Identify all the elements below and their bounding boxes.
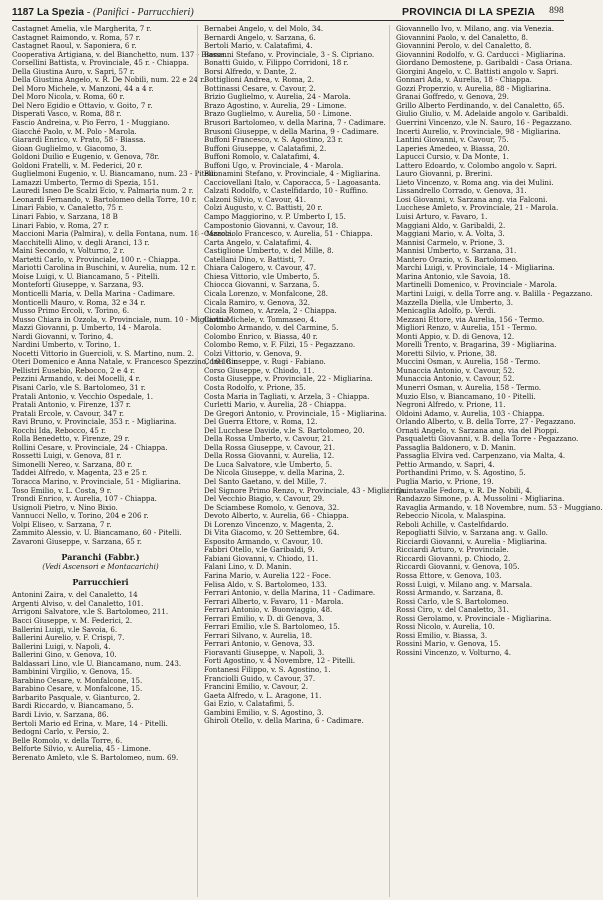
directory-entry: Giulio Giulio, v. M. Adelaide angolo v. Garibaldi. [396,109,569,119]
directory-entry: Grillo Alberto Ferdinando, v. del Canaletto, 65. [396,100,565,110]
directory-entry: Corso Giuseppe, v. Chiodo, 11. [204,365,315,375]
directory-entry: Della Giustina Angelo, v. R. De Nobili, num. 22 e 24 r. [12,75,205,85]
directory-entry: Pratali Antonio, v. Firenze, 137 r. [12,400,131,410]
directory-entry: Ferrari Emilio, v.le S. Bartolomeo, 15. [204,622,340,632]
directory-entry: Del Guerra Ettore, v. Roma, 12. [204,417,318,427]
directory-entry: Giordano Demostene, p. Garibaldi - Casa Oriana. [396,58,573,68]
directory-entry: Riccardi Giovanni, p. Chiodo, 2. [396,553,511,563]
directory-entry: Costa Maria in Tagliati, v. Arzela, 3 - Chiappa. [204,391,370,401]
directory-entry: Castagnet Amelia, v.le Margherita, 7 r. [12,24,152,33]
directory-entry: Giovannini Rodolfo, v. G. Carducci - Migliarina. [396,49,566,59]
directory-entry: Argenti Alviso, v. del Canaletto, 101. [12,598,144,608]
directory-entry: Migliori Renzo, v. Aurelia, 151 - Termo. [396,323,537,333]
directory-entry: Colzi Augusto, v. C. Battisti, 20 r. [204,203,323,213]
directory-entry: Taddei Alfredo, v. Magenta, 23 e 25 r. [12,468,148,478]
directory-entry: Belle Romolo, v. della Torre, 6. [12,735,123,745]
directory-entry: Bernardi Angelo, v. Sarzana, 6. [204,32,316,42]
directory-entry: Buonamini Stefano, v. Provinciale, 4 - Migliarina. [204,169,381,179]
directory-entry: Linari Fabio, v. Sarzana, 18 B [12,212,118,222]
directory-entry: Bernabei Angelo, v. del Molo, 34. [204,24,324,33]
page-header [12,6,564,21]
directory-entry: Mantero Orazio, v. S. Bartolomeo. [396,254,518,264]
directory-entry: Ravaglia Armando, v. 18 Novembre, num. 53 - Muggiano. [396,502,603,512]
directory-entry: Linari Fabio, v. Canaletto, 75 r. [12,203,124,213]
directory-entry: Del Lucchese Davide, v.le S. Bartolomeo, 20. [204,425,365,435]
directory-entry: De Sciambese Romolo, v. Genova, 32. [204,502,340,512]
directory-entry: Pisani Carlo, v.le S. Bartolomeo, 31 r. [12,382,146,392]
directory-entry: Mazzella Diella, v.le Umberto, 3. [396,297,513,307]
directory-entry: Della Rossa Giovanni, v. Aurelia, 12. [204,451,335,461]
directory-entry: Bacci Giuseppe, v. M. Federici, 2. [12,616,133,625]
header-right [402,6,564,18]
directory-entry: Giovannini Perolo, v. del Canaletto, 8. [396,41,532,51]
city-name: La Spezia [37,7,85,18]
directory-entry: Maggiani Mario, v. A. Volta, 3. [396,229,505,239]
directory-entry: Monti Appio, v. D. di Genova, 12. [396,331,515,341]
directory-entry: Martetti Carlo, v. Provinciale, 100 r. - Chiappa. [12,254,181,264]
directory-entry: Giarardi Enrico, v. Prato, 58 - Biassa. [12,135,146,145]
directory-entry: Falani Lino, v. D. Manin. [204,562,292,572]
directory-entry: Rossi Armando, v. Sarzana, 8. [396,588,503,598]
directory-entry: Rossa Ettore, v. Genova, 103. [396,571,502,580]
directory-entry: Devoto Alberto, v. Aurelia, 66 - Chiappa. [204,511,349,521]
directory-entry: Ghiroli Otello, v. della Marina, 6 - Cadimare. [204,716,364,726]
directory-entry: Rossi Luigi, v. Milano ang. v. Marsala. [396,579,533,589]
directory-entry: Volpi Eliseo, v. Sarzana, 7 r. [12,519,112,529]
directory-entry: Lantini Giovanni, v. Cavour, 75. [396,135,509,145]
directory-entry: Lauredi Isneo De Scalzi Ecio, v. Palmaria num. 2 r. [12,186,194,196]
directory-entry: De Nicola Giuseppe, v. della Marina, 2. [204,468,345,478]
directory-entry: Carta Angelo, v. Calatafimi, 4. [204,237,312,247]
directory-entry: Ballerini Luigi, v. Napoli, 4. [12,641,111,651]
directory-entry: Colombo Remo, v. F. Filzi, 15 - Pegazzano. [204,340,356,350]
directory-entry: Giovannello Ivo, v. Milano, ang. via Venezia. [396,24,555,33]
columns [12,24,603,897]
directory-entry: Brazo Guglielmo, v. Aurelia, 50 - Limone. [204,109,352,119]
directory-entry: Castagnet Raimondo, v. Roma, 57 r. [12,32,141,42]
directory-entry: Guglielmoni Eugenio, v. U. Biancamano, num. 23 - Pitelli. [12,169,218,179]
directory-entry: Calzati Rodolfo, v. Castelfidardo, 10 - Ruffino. [204,186,368,196]
directory-entry: Del Santo Gaetano, v. del Mille, 7. [204,476,327,486]
directory-entry: Brusori Bartolomeo, v. della Marina, 7 - Cadimare. [204,118,386,128]
directory-entry: Gonnari Ada, v. Aurelia, 18 - Chiappa. [396,75,532,85]
directory-entry: Gambini Emilio, v. S. Agostino, 3. [204,707,324,717]
directory-entry: Nardi Giovanni, v. Torino, 4. [12,331,114,341]
directory-entry: Muccini Osman, v. Aurelia, 158 - Termo. [396,357,541,367]
directory-entry: Trondi Enrico, v. Aurelia, 107 - Chiappa. [12,494,157,504]
directory-entry: De Gregori Antonio, v. Provinciale, 15 - Migliarina. [204,408,387,418]
directory-entry: Rollini Cesare, v. Provinciale, 24 - Chiappa. [12,442,168,452]
directory-entry: Bedogni Carlo, v. Persio, 2. [12,727,110,737]
directory-entry: Colombo Enrico, v. Biassa, 40 r. [204,331,318,341]
directory-entry: Lattero Edoardo, v. Colombo angolo v. Sapri. [396,160,558,170]
directory-entry: Costa Giuseppe, v. Provinciale, 22 - Migliarina. [204,374,373,384]
directory-entry: Giovannini Paolo, v. del Canaletto, 8. [396,32,529,42]
directory-entry: Cooperativa Artigiana, v. del Bianchetto, num. 137 - Biassa. [12,49,227,59]
directory-entry: Pratali Antonio, v. Vecchio Ospedale, 1. [12,391,154,401]
directory-entry: Fontanesi Filippo, v. S. Agostino, 1. [204,665,331,675]
directory-entry: Cicala Lorenzo, v. Monfalcone, 28. [204,288,329,298]
directory-entry: Monticelli Mauro, v. Roma, 32 e 34 r. [12,297,146,307]
directory-entry: Moise Luigi, v. U. Biancamano, 5 - Pitelli. [12,271,160,281]
directory-entry: Borsi Alfredo, v. Dante, 2. [204,66,297,76]
directory-entry: Del Vecchio Biagio, v. Cavour, 29. [204,494,325,504]
directory-entry: Gozzi Properzio, v. Aurelia, 88 - Migliarina. [396,83,552,93]
section-subtitle: (Vedi Ascensori e Montacarichi) [42,562,159,572]
directory-entry: Corsellini Battista, v. Provinciale, 45 r. - Chiappa. [12,58,189,68]
directory-entry: Lauro Giovanni, p. Brerini. [396,169,493,179]
column-1 [12,24,239,897]
directory-entry: Laperies Amedeo, v. Biassa, 20. [396,143,510,153]
directory-entry: Ornati Angelo, v. Sarzana ang. via del Pioppi. [396,425,559,435]
directory-entry: Chiesa Vittorio, v.le Umberto, 5. [204,271,320,281]
directory-entry: Goldoni Duilio e Eugenio, v. Genova, 78r. [12,152,160,162]
directory-entry: Gai Ezio, v. Calatafimi, 5. [204,699,295,709]
directory-entry: Brusoni Giuseppe, v. della Marina, 9 - Cadimare. [204,126,379,136]
directory-entry: Ferrari Antonio, v. Genova, 33. [204,639,315,649]
directory-entry: Goldoni Fratelli, v. M. Federici, 20 r. [12,160,143,170]
directory-entry: Chiocca Giovanni, v. Sarzana, 5. [204,280,320,290]
province-title: PROVINCIA DI LA SPEZIA [402,6,536,18]
directory-entry: Felisa Aldo, v. S. Bartolomeo, 133. [204,579,327,589]
directory-entry: Riccardi Giovanni, v. Genova, 105. [396,562,520,572]
directory-entry: Di Vita Giacomo, v. 20 Settembre, 64. [204,528,340,538]
directory-entry: Castagnet Raoul, v. Saponiera, 6 r. [12,41,137,51]
directory-entry: Mannisi Umberto, v. Sarzana, 31. [396,246,517,256]
directory-entry: Catellani Dino, v. Battisti, 7. [204,254,305,264]
directory-entry: Mazzi Giovanni, p. Umberto, 14 - Marola. [12,323,162,333]
directory-entry: Rossi Carlo, v.le S. Bartolomeo. [396,596,509,606]
directory-entry: Ballerini Aurelio, v. F. Crispi, 7. [12,633,125,643]
directory-entry: Belforte Silvio, v. Aurelia, 45 - Limone. [12,744,151,754]
directory-entry: Ballerini Gino, v. Genova, 10. [12,650,117,660]
directory-entry: Buffoni Francesco, v. S. Agostino, 23 r. [204,135,343,145]
directory-entry: Rossini Mario, v. Genova, 15. [396,639,501,649]
directory-entry: Mannisi Carmelo, v. Prione, 3. [396,237,505,247]
entries-list [396,24,603,657]
directory-entry: Nocetti Vittorio in Guercioli, v. S. Martino, num. 2. [12,348,195,358]
directory-entry: Del Moro Michele, v. Manzoni, 44 a 4 r. [12,83,154,93]
page-number-right: 898 [549,6,564,16]
directory-entry: Colzi Vittorio, v. Genova, 9. [204,348,302,358]
directory-entry: Munerri Osman, v. Aurelia, 158 - Termo. [396,382,541,392]
directory-entry: Moretti Silvio, v. Prione, 38. [396,348,497,358]
directory-entry: Bertoli Mario, v. Calatafimi, 4. [204,41,313,51]
directory-entry: Mezzani Ettore, via Aurelia, 156 - Termo. [396,314,545,324]
directory-entry: Rossi Nicolo, v. Aurelia, 10. [396,622,495,632]
directory-entry: Rocchi Ida, Rebocco, 45 r. [12,425,106,435]
header-left [12,7,194,18]
directory-entry: Ferrari Antonio, v. Buonviaggio, 48. [204,605,333,615]
directory-entry: Ferrari Emilio, v. D. di Genova, 3. [204,613,325,623]
directory-entry: Pellistri Eusebio, Rebocco, 2 e 4 r. [12,365,135,375]
directory-entry: Barabino Cesare, v. Monfalcone, 15. [12,675,143,685]
directory-entry: Farina Mario, v. Aurelia 122 - Foce. [204,571,331,580]
directory-entry: Linari Fabio, v. Roma, 27 r. [12,220,109,230]
directory-entry: Forti Agostino, v. 4 Novembre, 12 - Pitelli. [204,656,356,666]
directory-entry: Reboli Achille, v. Castelfidardo. [396,519,509,529]
directory-entry: Ferrari Antonio, v. della Marina, 11 - Cadimare. [204,588,376,598]
directory-entry: Muzio Elso, v. Biancamano, 10 - Pitelli. [396,391,536,401]
directory-entry: Del Signore Primo Renzo, v. Provinciale, 43 - Migliarina. [204,485,407,495]
section-title: Paranchi (Fabbr.) [61,552,140,563]
directory-entry: Caracciolo Francesco, v. Aurelia, 51 - Chiappa. [204,229,373,239]
directory-entry: Randazzo Simone, p. A. Mussolini - Migliarina. [396,494,565,504]
directory-entry: Cacciovellani Italo, v. Caporacca, 5 - Lagoasanta. [204,177,381,187]
directory-entry: Lamazzi Umberto, Termo di Spezia, 151. [12,177,159,187]
directory-entry: Giorgini Angelo, v. C. Battisti angolo v. Sapri. [396,66,559,76]
directory-entry: Disperati Vasco, v. Roma, 88 r. [12,109,122,119]
directory-entry: Menicaglia Adolfo, p. Verdi. [396,306,496,316]
directory-entry: Maccioni Maria (Palmira), v. della Fontana, num. 18 - Marola. [12,229,234,239]
directory-entry: Baldassari Lino, v.le U. Biancamano, num. 243. [12,658,182,668]
entries-list [12,591,189,762]
directory-entry: Losi Giovanni, v. Sarzana ang. via Falconi. [396,194,548,204]
directory-entry: Della Rossa Giuseppe, v. Cavour, 21. [204,442,335,452]
directory-entry: Ricciardi Arturo, v. Provinciale. [396,545,509,555]
directory-entry: Colombo Armando, v. del Carmine, 5. [204,323,339,333]
directory-entry: Antonini Zaira, v. del Canaletto, 14 [12,590,138,600]
directory-entry: Repogliatti Silvio, v. Sarzana ang. v. Gallo. [396,528,548,538]
directory-entry: Munaccia Antonio, v. Cavour, 52. [396,374,515,384]
directory-entry: Del Moro Nicola, v. Roma, 60 r. [12,92,125,102]
column-3 [389,24,603,897]
directory-entry: Mariotti Carolina in Buschini, v. Aurelia, num. 12 r. [12,263,196,273]
directory-entry: Zammito Alessio, v. U. Biancamano, 60 - Pitelli. [12,528,182,538]
directory-entry: Marchi Luigi, v. Provinciale, 14 - Migliarina. [396,263,555,273]
directory-entry: Francini Emilio, v. Cavour, 2. [204,682,309,692]
column-2 [197,24,407,897]
directory-entry: Lapucci Cursio, v. Da Monte, 1. [396,152,509,162]
directory-entry: Di Lorenzo Vincenzo, v. Magenta, 2. [204,519,334,529]
directory-entry: Monteforti Giuseppe, v. Sarzana, 93. [12,280,144,290]
directory-entry: Del Nero Egidio e Ottavio, v. Goito, 7 r. [12,100,153,110]
directory-entry: Cicala Ramiro, v. Genova, 32. [204,297,310,307]
directory-entry: Ciotti Michele, v. Tommaseo, 4. [204,314,317,324]
directory-entry: Rolla Benedetto, v. Firenze, 29 r. [12,434,130,444]
directory-entry: Pasqualetti Giovanni, v. B. della Torre - Pegazzano. [396,434,579,444]
directory-entry: Incerti Aurelio, v. Provinciale, 98 - Migliarina. [396,126,561,136]
directory-entry: Giacché Paolo, v. M. Polo - Marola. [12,126,137,136]
directory-entry: Passaglia Elvira ved. Carpenzano, via Malta, 4. [396,451,566,461]
directory-entry: Rossi Ciro, v. del Canaletto, 31. [396,605,509,615]
directory-entry: Simonelli Nereo, v. Sarzana, 80 r. [12,459,133,469]
directory-entry: Rossini Vincenzo, v. Volturno, 4. [396,647,511,657]
directory-entry: Brizio Guglielmo, v. Aurelia, 24 - Marola. [204,92,351,102]
directory-entry: Barabino Cesare, v. Monfalcone, 15. [12,684,143,694]
directory-entry: Castiglione Umberto, v. del Mille, 8. [204,246,334,256]
directory-entry: Bertoli Mario ed Erina, v. Mare, 14 - Pitelli. [12,718,168,728]
directory-entry: Vannucci Nello, v. Torino, 204 e 206 r. [12,511,149,521]
directory-entry: Puglia Mario, v. Prione, 19. [396,476,494,486]
directory-entry: Toracca Marino, v. Provinciale, 51 - Migliarina. [12,476,181,486]
directory-entry: Morelli Trento, v. Bragarina, 39 - Migliarina. [396,340,557,350]
directory-entry: Quintavalle Fedora, v. R. De Nobili, 4. [396,485,532,495]
directory-entry: Fioravanti Giuseppe, v. Napoli, 3. [204,647,325,657]
directory-entry: Martini Luigi, v. della Torre ang. v. Balilla - Pegazzano. [396,288,593,298]
directory-entry: Costa Rodolfo, v. Prione, 35. [204,382,306,392]
directory-entry: Porthandini Primo, v. S. Agostino, 5. [396,468,526,478]
directory-entry: Buffoni Giuseppe, v. Calatafimi, 2. [204,143,327,153]
directory-entry: Della Giustina Auro, v. Sapri, 57 r. [12,66,135,76]
directory-entry: Maggiani Aldo, v. Garibaldi, 2. [396,220,506,230]
directory-entry: Conti Giuseppe, v. Rugi - Fabiano. [204,357,326,367]
directory-entry: Ravi Bruno, v. Provinciale, 353 r. - Migliarina. [12,417,177,427]
directory-entry: Passaglia Baldonero, v. D. Manin. [396,442,516,452]
directory-entry: Rebeccio Nicola, v. Malaspina. [396,511,506,521]
directory-entry: Campostonio Giovanni, v. Cavour, 18. [204,220,339,230]
directory-entry: Franciolli Guido, v. Cavour, 37. [204,673,316,683]
directory-entry: Brazo Agostino, v. Aurelia, 29 - Limone. [204,100,347,110]
directory-entry: Barbarito Pasquale, v. Gianturco, 2. [12,692,141,702]
directory-entry: Zavaroni Giuseppe, v. Sarzana, 65 r. [12,536,142,546]
directory-entry: Ferrari Silvano, v. Aurelia, 18. [204,630,313,640]
directory-entry: Rossi Gerolamo, v. Provinciale - Migliarina. [396,613,552,623]
directory-entry: Toso Emilio, v. L. Costa, 9 r. [12,485,112,495]
directory-entry: Nardini Umberto, v. Torino, 1. [12,340,121,350]
page-number-left: 1187 [12,7,35,18]
directory-entry: Bardi Riccardo, v. Biancamano, 5. [12,701,134,711]
entries-list [12,24,239,546]
directory-entry: Gioan Guglielmo, v. Giacomo, 3. [12,143,127,153]
directory-entry: Leonardi Fernando, v. Bartolomeo della Torre, 10 r. [12,194,197,204]
directory-entry: Calzoni Silvio, v. Cavour, 41. [204,194,307,204]
directory-entry: Macchitelli Alino, v. degli Aranci, 13 r. [12,237,150,247]
directory-entry: Arrigoni Salvatore, v.le S. Bartolomeo, 211. [12,607,169,617]
directory-entry: Fascio Andreina, v. Pio Ferro, 1 - Muggiano. [12,118,170,128]
directory-entry: Chiara Calogero, v. Cavour, 47. [204,263,317,273]
directory-entry: Gaeta Alfredo, v. L. Aragone, 11. [204,690,322,700]
directory-entry: Oldoini Adamo, v. Aurelia, 103 - Chiappa. [396,408,545,418]
directory-entry: Musso Primo Ercoli, v. Torino, 6. [12,306,130,316]
entries-list [204,24,407,726]
directory-entry: Rossetti Luigi, v. Genova, 81 r. [12,451,122,461]
section-heading: Parrucchieri [72,577,129,588]
directory-entry: Oteri Domenico e Anna Natale, v. Francesco Spezzino, 16-18 r. [12,357,239,367]
directory-entry: Lieto Vincenzo, v. Roma ang. via dei Mulini. [396,177,554,187]
directory-entry: Negroni Alfredo, v. Prione, 11. [396,400,506,410]
directory-entry: Pettio Armando, v. Sapri, 4. [396,459,495,469]
directory-entry: Fabiani Giovanni, v. Chiodo, 11. [204,553,318,563]
directory-entry: Pezzini Armando, v. dei Mocelli, 4 r. [12,374,141,384]
directory-entry: Pratali Ercole, v. Cavour, 347 r. [12,408,125,418]
directory-entry: De Luca Salvatore, v.le Umberto, 5. [204,459,333,469]
directory-entry: Bardi Livio, v. Sarzana, 86. [12,710,109,720]
directory-entry: Cicala Romeo, v. Arzela, 2 - Chiappa. [204,306,337,316]
directory-entry: Bottinassi Cesare, v. Cavour, 2. [204,83,316,93]
directory-entry: Fabbri Otello, v.le Garibaldi, 9. [204,545,315,555]
header-categories: - (Panifici - Parrucchieri) [86,7,194,18]
directory-entry: Guerrini Vincenzo, v.le N. Sauro, 16 - Pegazzano. [396,118,572,128]
directory-entry: Rossi Emilio, v. Biassa, 3. [396,630,488,640]
directory-entry: Musso Chiara in Ozzola, v. Provinciale, num. 10 - Migliarina. [12,314,230,324]
directory-entry: Campo Maggiorino, v. P. Umberto I, 15. [204,212,346,222]
directory-entry: Usignoli Pietro, v. Nino Bixio. [12,502,118,512]
directory-entry: Bonanni Stefano, v. Provinciale, 3 - S. Cipriano. [204,49,375,59]
directory-entry: Maini Secondo, v. Volturno, 2 r. [12,246,125,256]
directory-entry: Marina Antonio, v.le Savoia, 18. [396,271,511,281]
directory-entry: Bonatti Guido, v. Filippo Corridoni, 18 r. [204,58,349,68]
directory-entry: Bambinini Virgilio, v. Genova, 15. [12,667,133,677]
directory-entry: Ballerini Luigi, v.le Savoia, 6. [12,624,118,634]
directory-entry: Berenato Amleto, v.le S. Bartolomeo, num. 69. [12,752,179,762]
directory-entry: Monticelli Maria, v. Della Marina - Cadimare. [12,288,176,298]
directory-entry: Granai Goffredo, v. Genova, 29. [396,92,509,102]
directory-entry: Della Rossa Umberto, v. Cavour, 21. [204,434,334,444]
directory-entry: Orlando Alberto, v. B. della Torre, 27 - Pegazzano. [396,417,576,427]
directory-entry: Buffoni Ugo, v. Provinciale, 4 - Marola. [204,160,344,170]
directory-entry: Lucchese Amleto, v. Provinciale, 21 - Marola. [396,203,559,213]
directory-entry: Lissandrello Corrado, v. Genova, 31. [396,186,527,196]
directory-entry: Martinelli Domenico, v. Provinciale - Marola. [396,280,558,290]
directory-entry: Ricciardi Giovanni, v. Aurelia - Migliarina. [396,536,548,546]
directory-entry: Curletti Mario, v. Aurelia, 28 - Chiappa. [204,400,347,410]
directory-entry: Ferrari Alberto, v. Favaro, 11 - Marola. [204,596,344,606]
directory-entry: Esposito Armando, v. Cavour, 10. [204,536,323,546]
directory-entry: Munaccia Antonio, v. Cavour, 52. [396,365,515,375]
directory-entry: Bottiglioni Andrea, v. Roma, 2. [204,75,314,85]
directory-entry: Luisi Arturo, v. Favaro, 1. [396,212,488,222]
directory-entry: Buffoni Romolo, v. Calatafimi, 4. [204,152,320,162]
